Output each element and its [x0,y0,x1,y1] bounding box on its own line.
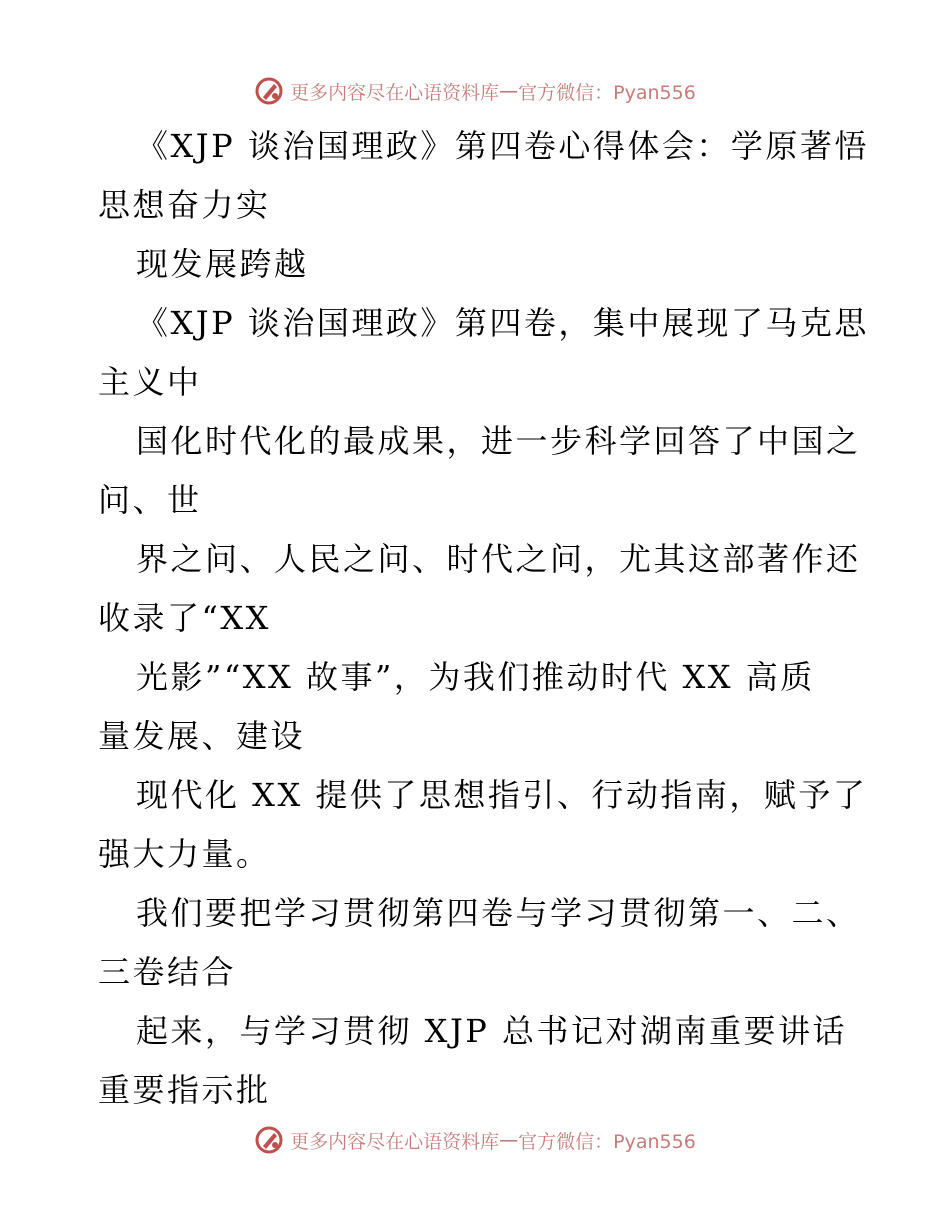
header-wechat: 官方微信：Pyan556 [518,81,696,104]
header-watermark [0,71,950,111]
text-line: 问、世 [98,481,202,519]
text-line: 思想奋力实 [98,186,271,224]
text-line: 三卷结合 [98,953,237,991]
footer-text: 更多内容尽在心语资料库 [290,1130,500,1153]
text-line: 光影”“XX 故事”，为我们推动时代 XX 高质 [136,658,815,696]
text-line: 收录了“XX [98,599,271,637]
text-line: 现代化 XX 提供了思想指引、行动指南，赋予了 [136,776,868,814]
text-line: 主义中 [98,363,202,401]
text-line: 强大力量。 [98,835,271,873]
text-line: 现发展跨越 [136,245,309,283]
document-body [0,117,950,1120]
footer-separator: — [499,1129,519,1151]
text-line: 《XJP 谈治国理政》第四卷，集中展现了马克思 [136,304,869,342]
footer-wechat: 官方微信：Pyan556 [518,1130,696,1153]
text-line: 重要指示批 [98,1071,271,1109]
pen-nib-logo-icon [254,76,284,106]
text-line: 我们要把学习贯彻第四卷与学习贯彻第一、二、 [136,894,861,932]
header-separator: — [499,80,519,102]
text-line: 国化时代化的最成果，进一步科学回答了中国之 [136,422,861,460]
footer-watermark [0,1120,950,1160]
pen-nib-logo-icon [254,1125,284,1155]
text-line: 《XJP 谈治国理政》第四卷心得体会：学原著悟 [136,127,869,165]
text-line: 界之问、人民之问、时代之问，尤其这部著作还 [136,540,861,578]
header-text: 更多内容尽在心语资料库 [290,81,500,104]
text-line: 量发展、建设 [98,717,306,755]
text-line: 起来，与学习贯彻 XJP 总书记对湖南重要讲话 [136,1012,847,1050]
